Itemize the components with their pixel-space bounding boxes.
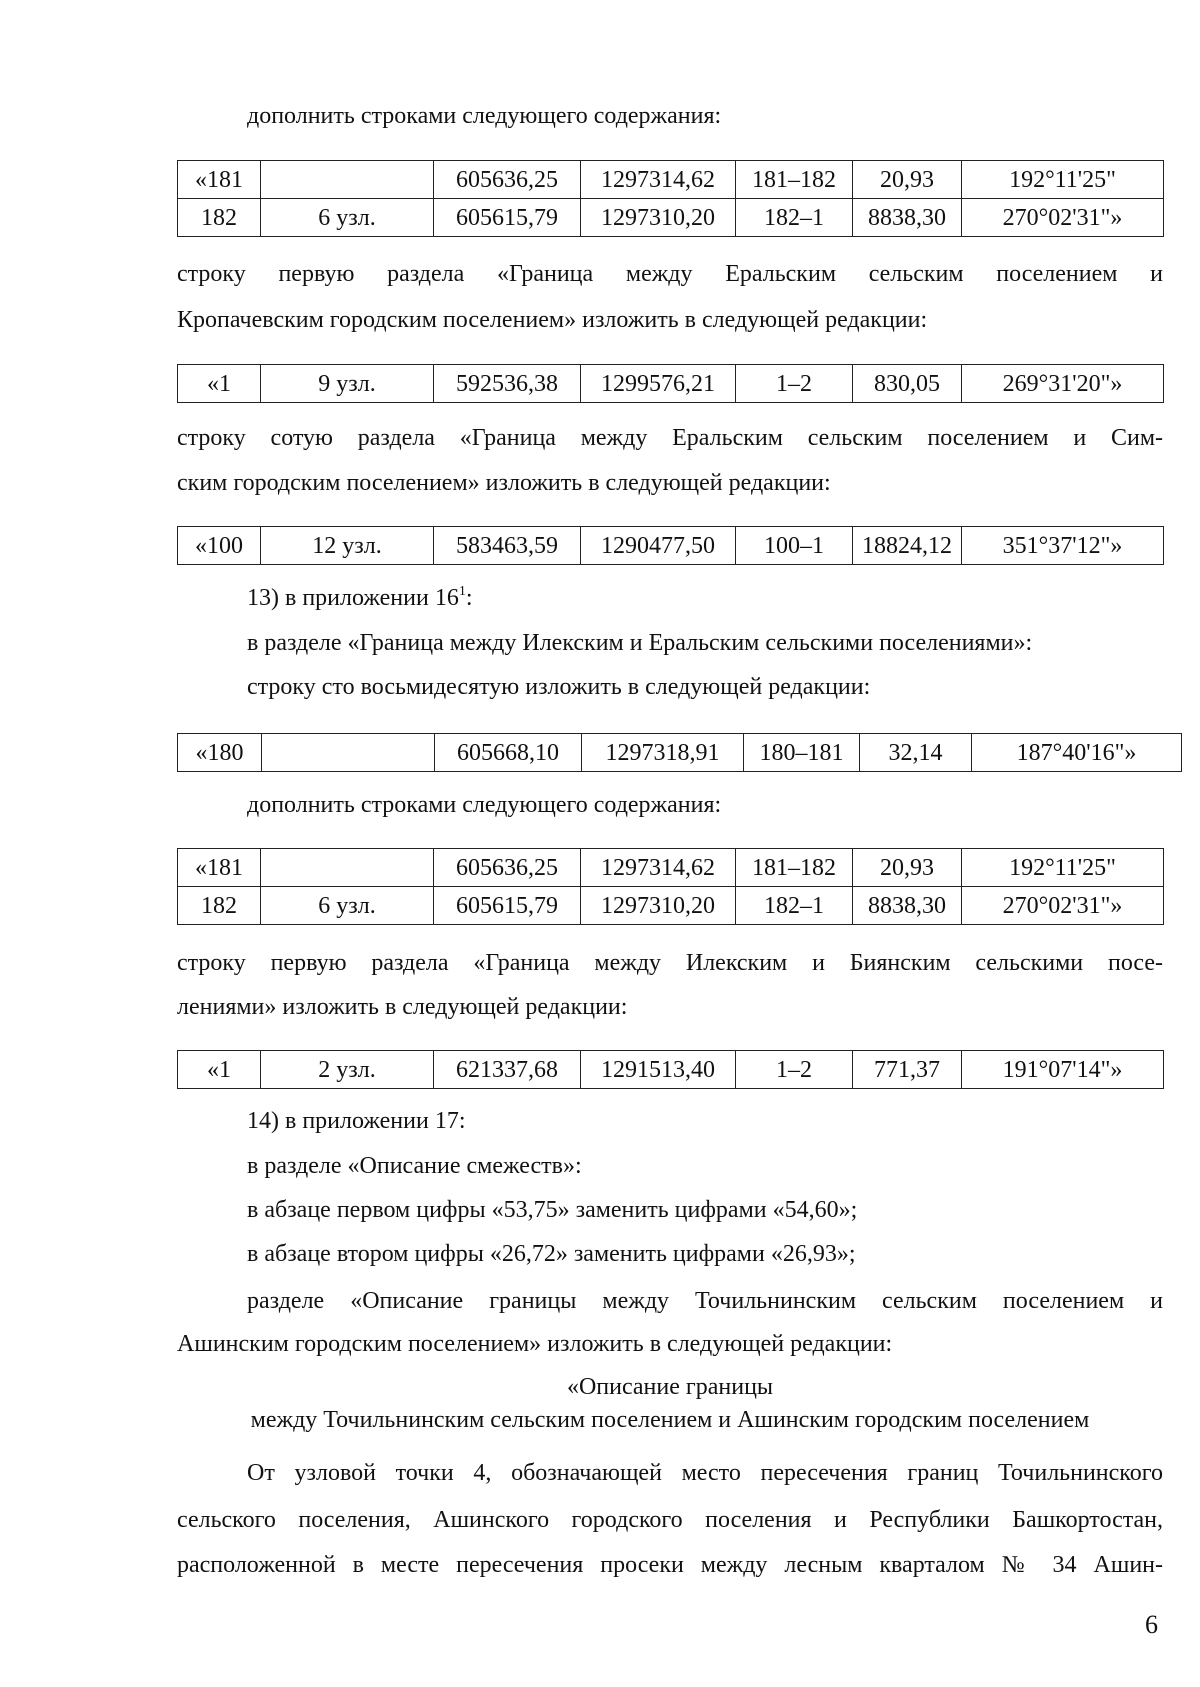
angle-cell: 351°37'12"» bbox=[962, 527, 1164, 565]
coordinates-table-3 bbox=[177, 526, 1164, 565]
paragraph-second-abzac: в абзаце втором цифры «26,72» заменить цифрами «26,93»; bbox=[247, 1241, 856, 1267]
paragraph-description-1: От узловой точки 4, обозначающей место пересечения границ Точильнинского bbox=[247, 1460, 1163, 1486]
table-row bbox=[178, 527, 1164, 565]
section-heading-line-1: «Описание границы bbox=[566, 1374, 774, 1400]
paragraph-ilek-biyan-2: лениями» изложить в следующей редакции: bbox=[177, 994, 628, 1020]
x-coordinate-cell: 583463,59 bbox=[434, 527, 581, 565]
node-cell: 2 узл. bbox=[261, 1051, 434, 1089]
table-row bbox=[178, 887, 1164, 925]
angle-cell: 187°40'16"» bbox=[972, 734, 1182, 772]
node-cell: 6 узл. bbox=[261, 199, 434, 237]
y-coordinate-cell: 1297310,20 bbox=[581, 887, 736, 925]
node-cell bbox=[261, 849, 434, 887]
x-coordinate-cell: 621337,68 bbox=[434, 1051, 581, 1089]
y-coordinate-cell: 1297314,62 bbox=[581, 161, 736, 199]
y-coordinate-cell: 1297314,62 bbox=[581, 849, 736, 887]
node-cell: 12 узл. bbox=[261, 527, 434, 565]
paragraph-first-abzac: в абзаце первом цифры «53,75» заменить цифрами «54,60»; bbox=[247, 1197, 858, 1223]
paragraph-eralsk-sim-2: ским городским поселением» изложить в следующей редакции: bbox=[177, 470, 831, 496]
segment-cell: 180–181 bbox=[744, 734, 860, 772]
length-cell: 18824,12 bbox=[853, 527, 962, 565]
point-cell: 182 bbox=[178, 887, 261, 925]
paragraph-eralsk-kropachevo-2: Кропачевским городским поселением» изложить в следующей редакции: bbox=[177, 307, 928, 333]
point-cell: «1 bbox=[178, 1051, 261, 1089]
segment-cell: 182–1 bbox=[736, 887, 853, 925]
coordinates-table-2 bbox=[177, 364, 1164, 403]
table-row bbox=[178, 365, 1164, 403]
appendix-16-label: 13) в приложении 16 bbox=[247, 585, 459, 611]
x-coordinate-cell: 605668,10 bbox=[435, 734, 582, 772]
node-cell bbox=[262, 734, 435, 772]
length-cell: 20,93 bbox=[853, 161, 962, 199]
angle-cell: 192°11'25" bbox=[962, 849, 1164, 887]
y-coordinate-cell: 1299576,21 bbox=[581, 365, 736, 403]
paragraph-ilek-eralsk-section: в разделе «Граница между Илекским и Еральским сельскими поселениями»: bbox=[247, 630, 1033, 656]
segment-cell: 182–1 bbox=[736, 199, 853, 237]
y-coordinate-cell: 1297318,91 bbox=[582, 734, 744, 772]
paragraph-row-180: строку сто восьмидесятую изложить в следующей редакции: bbox=[247, 674, 871, 700]
segment-cell: 181–182 bbox=[736, 161, 853, 199]
appendix-16-superscript: 1 bbox=[458, 584, 466, 599]
appendix-16-colon: : bbox=[465, 585, 473, 611]
coordinates-table-5 bbox=[177, 848, 1164, 925]
paragraph-ilek-biyan-1: строку первую раздела «Граница между Илекским и Биянским сельскими посе- bbox=[177, 950, 1163, 976]
node-cell: 9 узл. bbox=[261, 365, 434, 403]
page-number: 6 bbox=[1145, 1610, 1158, 1639]
angle-cell: 270°02'31"» bbox=[962, 199, 1164, 237]
paragraph-eralsk-kropachevo-1: строку первую раздела «Граница между Еральским сельским поселением и bbox=[177, 261, 1163, 287]
table-row bbox=[178, 161, 1164, 199]
paragraph-eralsk-sim-1: строку сотую раздела «Граница между Еральским сельским поселением и Сим- bbox=[177, 425, 1163, 451]
point-cell: «100 bbox=[178, 527, 261, 565]
length-cell: 8838,30 bbox=[853, 199, 962, 237]
paragraph-description-3: расположенной в месте пересечения просеки между лесным кварталом № 34 Ашин- bbox=[177, 1552, 1163, 1578]
y-coordinate-cell: 1290477,50 bbox=[581, 527, 736, 565]
paragraph-appendix-16 bbox=[247, 583, 473, 613]
coordinates-table-6 bbox=[177, 1050, 1164, 1089]
paragraph-appendix-17: 14) в приложении 17: bbox=[247, 1108, 466, 1134]
x-coordinate-cell: 605615,79 bbox=[434, 887, 581, 925]
point-cell: 182 bbox=[178, 199, 261, 237]
coordinates-table-1 bbox=[177, 160, 1164, 237]
paragraph-add-rows-2: дополнить строками следующего содержания: bbox=[247, 792, 722, 818]
length-cell: 20,93 bbox=[853, 849, 962, 887]
segment-cell: 1–2 bbox=[736, 1051, 853, 1089]
x-coordinate-cell: 605636,25 bbox=[434, 849, 581, 887]
table-row bbox=[178, 734, 1182, 772]
section-heading-line-2: между Точильнинским сельским поселением и Ашинским городским поселением bbox=[250, 1407, 1090, 1433]
angle-cell: 269°31'20"» bbox=[962, 365, 1164, 403]
y-coordinate-cell: 1297310,20 bbox=[581, 199, 736, 237]
x-coordinate-cell: 605615,79 bbox=[434, 199, 581, 237]
table-row bbox=[178, 849, 1164, 887]
table-row bbox=[178, 1051, 1164, 1089]
angle-cell: 270°02'31"» bbox=[962, 887, 1164, 925]
length-cell: 32,14 bbox=[860, 734, 972, 772]
segment-cell: 181–182 bbox=[736, 849, 853, 887]
x-coordinate-cell: 605636,25 bbox=[434, 161, 581, 199]
paragraph-adjacency-section: в разделе «Описание смежеств»: bbox=[247, 1153, 582, 1179]
length-cell: 830,05 bbox=[853, 365, 962, 403]
coordinates-table-4 bbox=[177, 733, 1182, 772]
paragraph-tochilnino-section-1: разделе «Описание границы между Точильнинским сельским поселением и bbox=[247, 1288, 1163, 1314]
point-cell: «180 bbox=[178, 734, 262, 772]
point-cell: «181 bbox=[178, 161, 261, 199]
node-cell: 6 узл. bbox=[261, 887, 434, 925]
paragraph-description-2: сельского поселения, Ашинского городского поселения и Республики Башкортостан, bbox=[177, 1507, 1163, 1533]
y-coordinate-cell: 1291513,40 bbox=[581, 1051, 736, 1089]
length-cell: 771,37 bbox=[853, 1051, 962, 1089]
x-coordinate-cell: 592536,38 bbox=[434, 365, 581, 403]
paragraph-tochilnino-section-2: Ашинским городским поселением» изложить в следующей редакции: bbox=[177, 1331, 893, 1357]
angle-cell: 191°07'14"» bbox=[962, 1051, 1164, 1089]
point-cell: «181 bbox=[178, 849, 261, 887]
point-cell: «1 bbox=[178, 365, 261, 403]
length-cell: 8838,30 bbox=[853, 887, 962, 925]
angle-cell: 192°11'25" bbox=[962, 161, 1164, 199]
table-row bbox=[178, 199, 1164, 237]
paragraph-add-rows-1: дополнить строками следующего содержания: bbox=[247, 103, 722, 129]
node-cell bbox=[261, 161, 434, 199]
segment-cell: 100–1 bbox=[736, 527, 853, 565]
segment-cell: 1–2 bbox=[736, 365, 853, 403]
